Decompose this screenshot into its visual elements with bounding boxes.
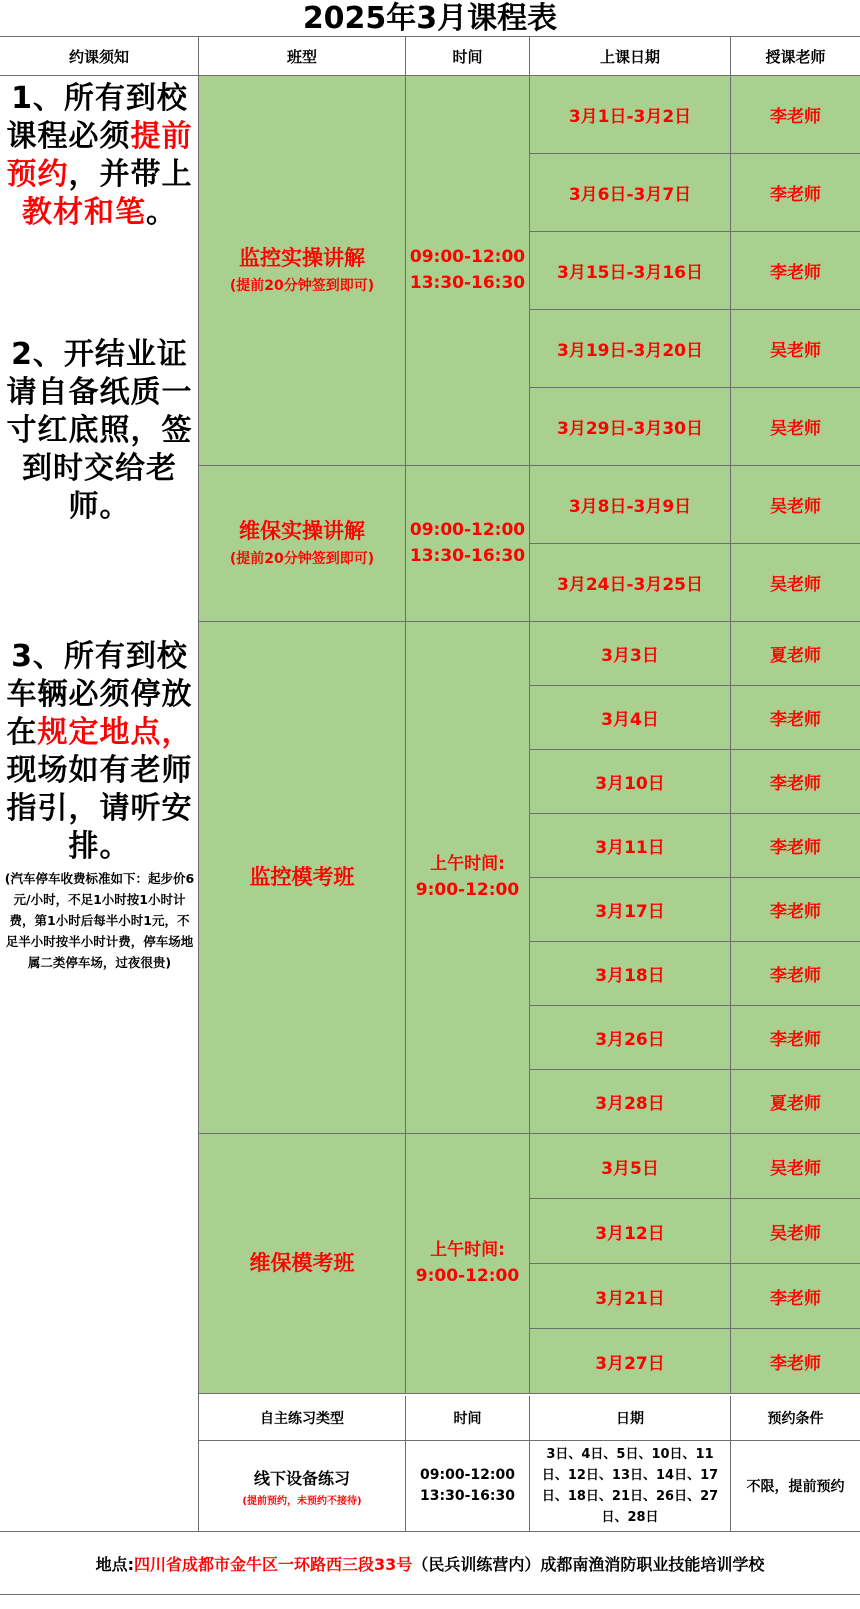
self-header-time: 时间 [406,1396,530,1441]
class-date: 3月8日-3月9日 [530,466,731,544]
class-teacher: 李老师 [731,878,860,942]
class-date: 3月29日-3月30日 [530,388,731,466]
self-days-cell [530,1441,731,1532]
class-time: 上午时间: [430,854,505,874]
class-type: 监控实操讲解 [239,246,365,271]
class-time-cell [406,466,530,622]
class-teacher: 李老师 [731,76,860,154]
class-date: 3月27日 [530,1329,731,1394]
self-condition: 不限，提前预约 [746,1479,845,1495]
class-teacher: 吴老师 [731,1199,860,1264]
class-date: 3月4日 [530,686,731,750]
class-date: 3月19日-3月20日 [530,310,731,388]
class-date: 3月11日 [530,814,731,878]
class-type: 监控模考班 [249,864,355,889]
class-teacher: 李老师 [731,154,860,232]
class-teacher: 吴老师 [731,1134,860,1199]
header-class-type: 班型 [199,37,406,76]
class-time-cell [406,76,530,466]
class-time-cell [406,1134,530,1394]
parking-fee-note: (汽车停车收费标准如下：起步价6元/小时，不足1小时按1小时计费，第1小时后每半小时1元，不足半小时按半小时计费，停车场地属二类停车场，过夜很贵) [4,871,195,970]
self-time-cell [406,1441,530,1532]
class-teacher: 吴老师 [731,388,860,466]
class-teacher: 吴老师 [731,544,860,622]
class-date: 3月15日-3月16日 [530,232,731,310]
class-date: 3月3日 [530,622,731,686]
header-teacher: 授课老师 [731,37,860,76]
class-date: 3月12日 [530,1199,731,1264]
self-type-cell [199,1441,406,1532]
self-header-date: 日期 [530,1396,731,1441]
class-time: 09:00-12:00 [409,247,526,267]
class-time: 13:30-16:30 [409,545,526,566]
self-time-2: 13:30-16:30 [420,1488,515,1504]
class-teacher: 吴老师 [731,466,860,544]
self-blank-left [0,1396,199,1532]
class-type-note: (提前20分钟签到即可) [229,277,375,294]
class-date: 3月5日 [530,1134,731,1199]
note-3: 3、所有到校车辆必须停放在规定地点，现场如有老师指引，请听安排。 (汽车停车收费标准如下：起步价6元/小时，不足1小时按1小时计费，第1小时后每半小时1元，不足半小时按半小时计费，停车场地属二类停车场，过夜很贵) [4,638,195,973]
class-type: 维保模考班 [249,1250,355,1275]
class-time-cell [406,622,530,1134]
class-date: 3月18日 [530,942,731,1006]
note-2: 2、开结业证请自备纸质一寸红底照，签到时交给老师。 [6,337,193,524]
class-date: 3月17日 [530,878,731,942]
class-type-cell [199,76,406,466]
self-header-type: 自主练习类型 [199,1396,406,1441]
header-date: 上课日期 [530,37,731,76]
self-condition-cell [731,1441,860,1532]
class-type-note: (提前20分钟签到即可) [229,550,375,567]
class-date: 3月10日 [530,750,731,814]
address-footer: 地点: 四川省成都市金牛区一环路西三段33号 （民兵训练营内）成都南渔消防职业技能培训学校 [0,1532,860,1595]
class-date: 3月26日 [530,1006,731,1070]
class-time: 9:00-12:00 [415,1265,520,1286]
class-teacher: 夏老师 [731,622,860,686]
class-time: 09:00-12:00 [409,520,526,540]
self-header-condition: 预约条件 [731,1396,860,1441]
class-teacher: 夏老师 [731,1070,860,1134]
class-teacher: 李老师 [731,1329,860,1394]
self-time-1: 09:00-12:00 [420,1467,515,1483]
booking-notes [0,76,199,1396]
class-teacher: 李老师 [731,1264,860,1329]
class-time: 上午时间: [430,1240,505,1260]
class-teacher: 吴老师 [731,310,860,388]
note-1: 1、所有到校课程必须提前预约，并带上教材和笔。 [6,81,193,230]
self-type: 线下设备练习 [253,1468,350,1488]
address-text: 四川省成都市金牛区一环路西三段33号 [134,1554,413,1574]
header-time: 时间 [406,37,530,76]
self-type-sub: (提前预约，未预约不接待) [242,1495,362,1507]
header-notes: 约课须知 [0,37,199,76]
class-teacher: 李老师 [731,1006,860,1070]
class-date: 3月21日 [530,1264,731,1329]
class-teacher: 李老师 [731,814,860,878]
class-type: 维保实操讲解 [239,519,365,544]
class-type-cell [199,1134,406,1394]
class-time: 13:30-16:30 [409,272,526,293]
class-type-cell [199,466,406,622]
class-teacher: 李老师 [731,942,860,1006]
class-teacher: 李老师 [731,750,860,814]
class-time: 9:00-12:00 [415,879,520,900]
sheet-title: 2025年3月课程表 [0,0,860,37]
class-date: 3月28日 [530,1070,731,1134]
class-type-cell [199,622,406,1134]
self-days: 3日、4日、5日、10日、11日、12日、13日、14日、17日、18日、21日、26日、27日、28日 [541,1447,719,1525]
class-teacher: 李老师 [731,232,860,310]
class-teacher: 李老师 [731,686,860,750]
class-date: 3月1日-3月2日 [530,76,731,154]
class-date: 3月24日-3月25日 [530,544,731,622]
class-date: 3月6日-3月7日 [530,154,731,232]
